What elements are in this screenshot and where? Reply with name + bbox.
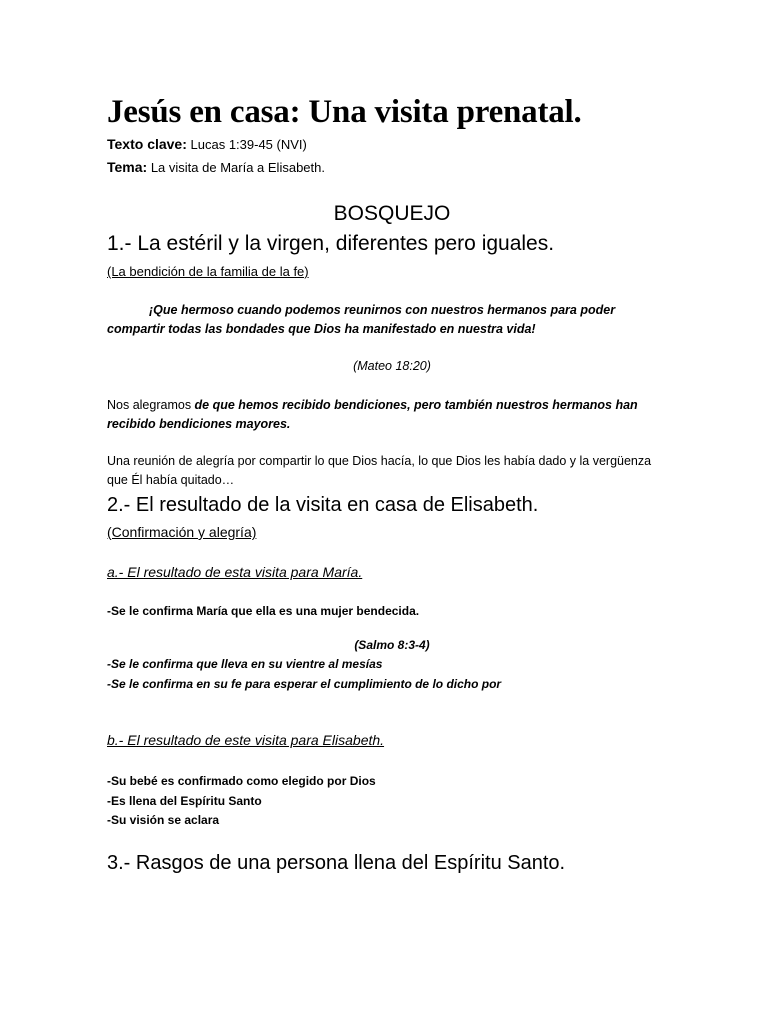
section-1-paragraph-1 (107, 396, 672, 434)
theme-line (107, 159, 325, 175)
section-2a-reference: (Salmo 8:3-4) (354, 638, 430, 652)
page-title: Jesús en casa: Una visita prenatal. (107, 94, 582, 130)
section-2a-point-1: -Se le confirma María que ella es una mujer bendecida. (107, 604, 420, 618)
section-1-heading: 1.- La estéril y la virgen, diferentes pero iguales. (107, 232, 555, 255)
theme-value: La visita de María a Elisabeth. (150, 160, 325, 175)
section-2b-point-3: -Su visión se aclara (107, 813, 220, 827)
key-text-value: Lucas 1:39-45 (NVI) (190, 137, 307, 152)
key-text-label: Texto clave: (107, 136, 187, 152)
section-2b-point-1: -Su bebé es confirmado como elegido por Dios (107, 774, 376, 788)
paragraph-1-plain: Nos alegramos (107, 398, 195, 412)
key-text-line (107, 136, 307, 152)
section-1-subtitle: (La bendición de la familia de la fe) (107, 264, 309, 279)
outline-heading: BOSQUEJO (333, 202, 451, 225)
theme-label: Tema: (107, 159, 148, 175)
section-2b-point-2: -Es llena del Espíritu Santo (107, 794, 262, 808)
section-1-quote: ¡Que hermoso cuando podemos reunirnos con nuestros hermanos para poder compartir todas las bondades que Dios ha manifestado en nuestra vida! (107, 303, 616, 336)
section-2-subtitle: (Confirmación y alegría) (107, 524, 257, 540)
section-2a-heading: a.- El resultado de esta visita para María. (107, 564, 363, 580)
section-2a-point-2: -Se le confirma que lleva en su vientre al mesías (107, 657, 383, 671)
section-3-heading: 3.- Rasgos de una persona llena del Espíritu Santo. (107, 852, 566, 874)
section-1-paragraph-2: Una reunión de alegría por compartir lo que Dios hacía, lo que Dios les había dado y la vergüenza que Él había quitado… (107, 454, 652, 487)
paragraph-1-emphasis: de que hemos recibido bendiciones, pero también nuestros hermanos han recibido bendiciones mayores. (107, 398, 638, 431)
section-2b-heading: b.- El resultado de este visita para Elisabeth. (107, 732, 385, 748)
section-2-heading: 2.- El resultado de la visita en casa de Elisabeth. (107, 494, 539, 516)
section-1-reference: (Mateo 18:20) (353, 359, 431, 373)
section-2a-point-3: -Se le confirma en su fe para esperar el cumplimiento de lo dicho por (107, 677, 502, 691)
